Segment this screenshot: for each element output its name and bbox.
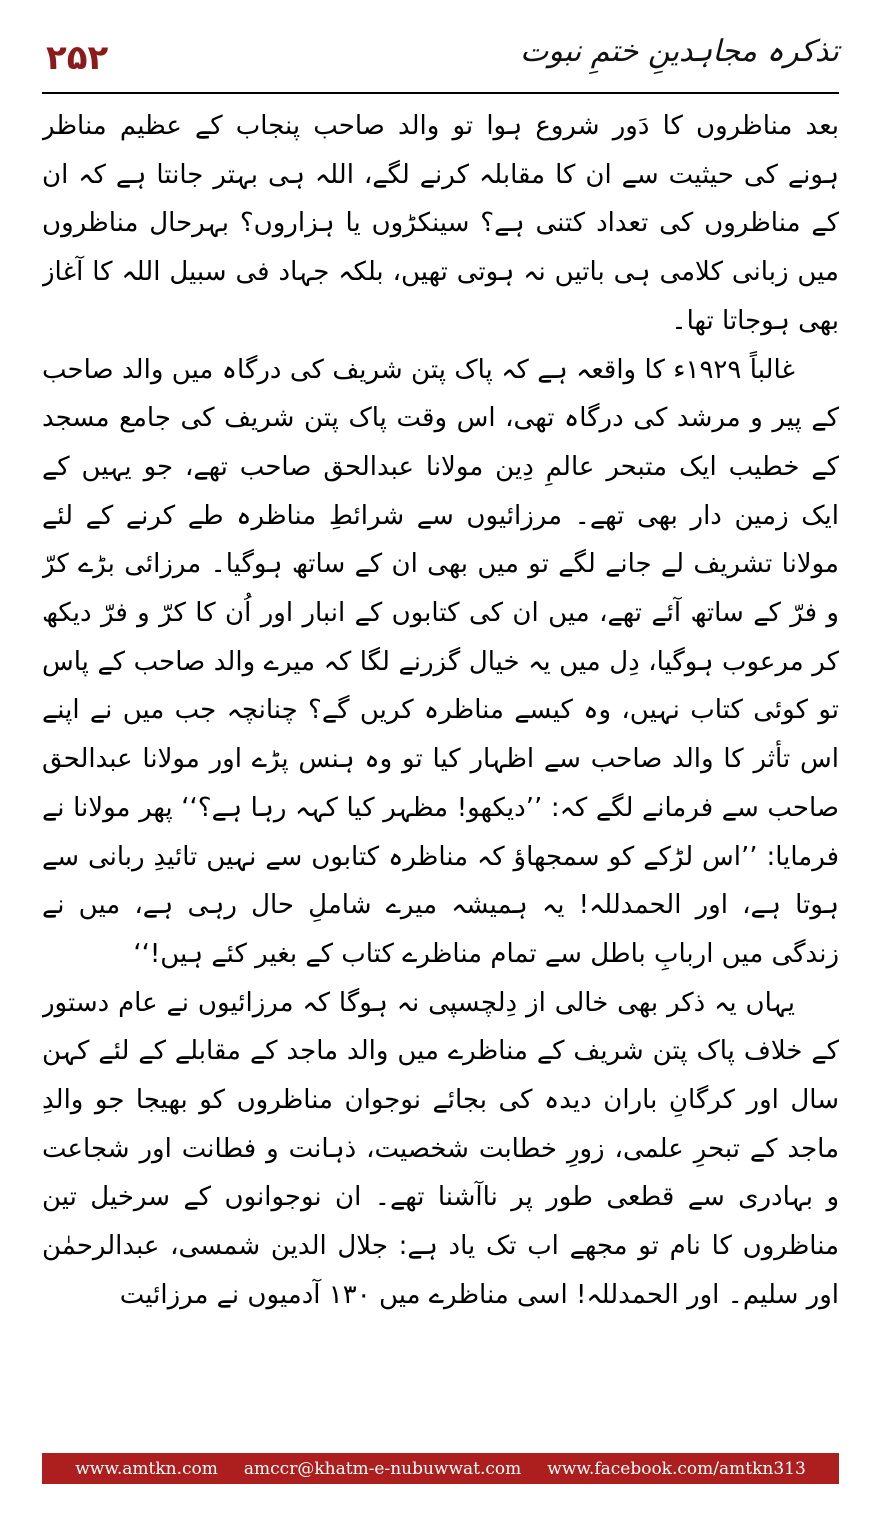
book-title: تذکرہ مجاہدینِ ختمِ نبوت xyxy=(520,34,839,69)
footer-facebook-link[interactable]: www.facebook.com/amtkn313 xyxy=(547,1458,806,1479)
page-number: ۲۵۲ xyxy=(46,38,109,78)
footer-bar xyxy=(42,1453,839,1484)
paragraph-2: غالباً ۱۹۲۹ء کا واقعہ ہے کہ پاک پتن شریف کی درگاہ میں والد صاحب کے پیر و مرشد کی درگاہ تھی، اس وقت پاک پتن شریف کی جامع مسجد کے خطیب ایک متبحر عالمِ دِین مولانا عبدالحق صاحب تھے، جو یہیں کے ایک زمین دار بھی تھے۔ مرزائیوں سے شرائطِ مناظرہ طے کرنے کے لئے مولانا تشریف لے جانے لگے تو میں بھی ان کے ساتھ ہوگیا۔ مرزائی بڑے کرّ و فرّ کے ساتھ آئے تھے، میں ان کی کتابوں کے انبار اور اُن کا کرّ و فرّ دیکھ کر مرعوب ہوگیا، دِل میں یہ خیال گزرنے لگا کہ میرے والد صاحب کے پاس تو کوئی کتاب نہیں، وہ کیسے مناظرہ کریں گے؟ چنانچہ جب میں نے اپنے اس تأثر کا والد صاحب سے اظہار کیا تو وہ ہنس پڑے اور مولانا عبدالحق صاحب سے فرمانے لگے کہ: ’’دیکھو! مظہر کیا کہہ رہا ہے؟‘‘ پھر مولانا نے فرمایا: ’’اس لڑکے کو سمجھاؤ کہ مناظرہ کتابوں سے نہیں تائیدِ ربانی سے ہوتا ہے، اور الحمدللہ! یہ ہمیشہ میرے شاملِ حال رہی ہے، میں نے زندگی میں اربابِ باطل سے تمام مناظرے کتاب کے بغیر کئے ہیں!‘‘ xyxy=(42,354,839,969)
page-header xyxy=(42,30,839,90)
paragraph-3: یہاں یہ ذکر بھی خالی از دِلچسپی نہ ہوگا کہ مرزائیوں نے عام دستور کے خلاف پاک پتن شریف کے مناظرے میں والد ماجد کے مقابلے کے لئے کہن سال اور کرگانِ باران دیدہ کی بجائے نوجوان مناظروں کو بھیجا جو والدِ ماجد کے تبحرِ علمی، زورِ خطابت شخصیت، ذہانت و فطانت اور شجاعت و بہادری سے قطعی طور پر ناآشنا تھے۔ ان نوجوانوں کے سرخیل تین مناظروں کا نام تو مجھے اب تک یاد ہے: جلال الدین شمسی، عبدالرحمٰن اور سلیم۔ اور الحمدللہ! اسی مناظرے میں ۱۳۰ آدمیوں نے مرزائیت xyxy=(42,987,839,1310)
footer-website-link[interactable]: www.amtkn.com xyxy=(75,1458,218,1479)
footer-email-link[interactable]: amccr@khatm-e-nubuwwat.com xyxy=(243,1458,522,1479)
header-divider xyxy=(42,92,839,94)
page-body xyxy=(42,102,839,1447)
paragraph-1: بعد مناظروں کا دَور شروع ہوا تو والد صاحب پنجاب کے عظیم مناظر ہونے کی حیثیت سے ان کا مقابلہ کرنے لگے، اللہ ہی بہتر جانتا ہے کہ ان کے مناظروں کی تعداد کتنی ہے؟ سینکڑوں یا ہزاروں؟ بہرحال مناظروں میں زبانی کلامی ہی باتیں نہ ہوتی تھیں، بلکہ جہاد فی سبیل اللہ کا آغاز بھی ہوجاتا تھا۔ xyxy=(42,111,839,336)
